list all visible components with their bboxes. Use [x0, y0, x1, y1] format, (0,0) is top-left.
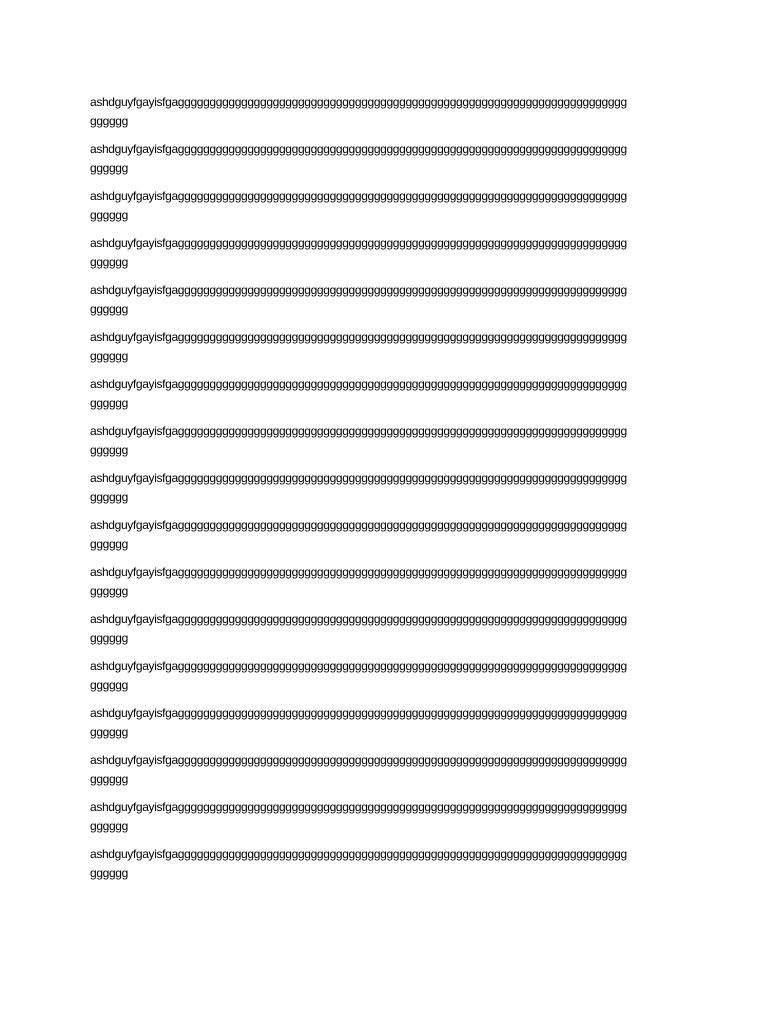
- paragraph-line-2: gggggg: [90, 866, 128, 880]
- paragraph-line-2: gggggg: [90, 631, 128, 645]
- paragraph-14: [90, 704, 680, 742]
- paragraph-line-1: ashdguyfgayisfgaggggggggggggggggggggggggggggggggggggggggggggggggggggggggggggggggggggggg: [90, 753, 627, 767]
- paragraph-11: [90, 563, 680, 601]
- paragraph-2: [90, 140, 680, 178]
- paragraph-line-2: gggggg: [90, 725, 128, 739]
- document-page: [90, 93, 680, 892]
- paragraph-line-1: ashdguyfgayisfgaggggggggggggggggggggggggggggggggggggggggggggggggggggggggggggggggggggggg: [90, 142, 627, 156]
- paragraph-1: [90, 93, 680, 131]
- paragraph-line-2: gggggg: [90, 537, 128, 551]
- paragraph-line-2: gggggg: [90, 302, 128, 316]
- paragraph-line-2: gggggg: [90, 490, 128, 504]
- paragraph-line-1: ashdguyfgayisfgaggggggggggggggggggggggggggggggggggggggggggggggggggggggggggggggggggggggg: [90, 612, 627, 626]
- paragraph-line-2: gggggg: [90, 819, 128, 833]
- paragraph-9: [90, 469, 680, 507]
- paragraph-line-2: gggggg: [90, 208, 128, 222]
- paragraph-line-1: ashdguyfgayisfgaggggggggggggggggggggggggggggggggggggggggggggggggggggggggggggggggggggggg: [90, 565, 627, 579]
- paragraph-4: [90, 234, 680, 272]
- paragraph-12: [90, 610, 680, 648]
- paragraph-line-1: ashdguyfgayisfgaggggggggggggggggggggggggggggggggggggggggggggggggggggggggggggggggggggggg: [90, 518, 627, 532]
- paragraph-line-1: ashdguyfgayisfgaggggggggggggggggggggggggggggggggggggggggggggggggggggggggggggggggggggggg: [90, 800, 627, 814]
- paragraph-line-1: ashdguyfgayisfgaggggggggggggggggggggggggggggggggggggggggggggggggggggggggggggggggggggggg: [90, 847, 627, 861]
- paragraph-line-1: ashdguyfgayisfgaggggggggggggggggggggggggggggggggggggggggggggggggggggggggggggggggggggggg: [90, 377, 627, 391]
- paragraph-line-2: gggggg: [90, 584, 128, 598]
- paragraph-line-2: gggggg: [90, 772, 128, 786]
- paragraph-13: [90, 657, 680, 695]
- paragraph-line-1: ashdguyfgayisfgaggggggggggggggggggggggggggggggggggggggggggggggggggggggggggggggggggggggg: [90, 283, 627, 297]
- paragraph-3: [90, 187, 680, 225]
- paragraph-line-2: gggggg: [90, 678, 128, 692]
- paragraph-5: [90, 281, 680, 319]
- paragraph-line-1: ashdguyfgayisfgaggggggggggggggggggggggggggggggggggggggggggggggggggggggggggggggggggggggg: [90, 330, 627, 344]
- paragraph-line-1: ashdguyfgayisfgaggggggggggggggggggggggggggggggggggggggggggggggggggggggggggggggggggggggg: [90, 189, 627, 203]
- paragraph-10: [90, 516, 680, 554]
- paragraph-8: [90, 422, 680, 460]
- paragraph-6: [90, 328, 680, 366]
- paragraph-line-1: ashdguyfgayisfgaggggggggggggggggggggggggggggggggggggggggggggggggggggggggggggggggggggggg: [90, 95, 627, 109]
- paragraph-16: [90, 798, 680, 836]
- paragraph-15: [90, 751, 680, 789]
- paragraph-line-1: ashdguyfgayisfgaggggggggggggggggggggggggggggggggggggggggggggggggggggggggggggggggggggggg: [90, 424, 627, 438]
- paragraph-line-1: ashdguyfgayisfgaggggggggggggggggggggggggggggggggggggggggggggggggggggggggggggggggggggggg: [90, 471, 627, 485]
- paragraph-line-2: gggggg: [90, 349, 128, 363]
- paragraph-line-1: ashdguyfgayisfgaggggggggggggggggggggggggggggggggggggggggggggggggggggggggggggggggggggggg: [90, 706, 627, 720]
- paragraph-line-2: gggggg: [90, 396, 128, 410]
- paragraph-7: [90, 375, 680, 413]
- paragraph-line-1: ashdguyfgayisfgaggggggggggggggggggggggggggggggggggggggggggggggggggggggggggggggggggggggg: [90, 236, 627, 250]
- paragraph-line-2: gggggg: [90, 255, 128, 269]
- paragraph-line-2: gggggg: [90, 443, 128, 457]
- paragraph-line-2: gggggg: [90, 161, 128, 175]
- paragraph-17: [90, 845, 680, 883]
- paragraph-line-2: gggggg: [90, 114, 128, 128]
- paragraph-line-1: ashdguyfgayisfgaggggggggggggggggggggggggggggggggggggggggggggggggggggggggggggggggggggggg: [90, 659, 627, 673]
